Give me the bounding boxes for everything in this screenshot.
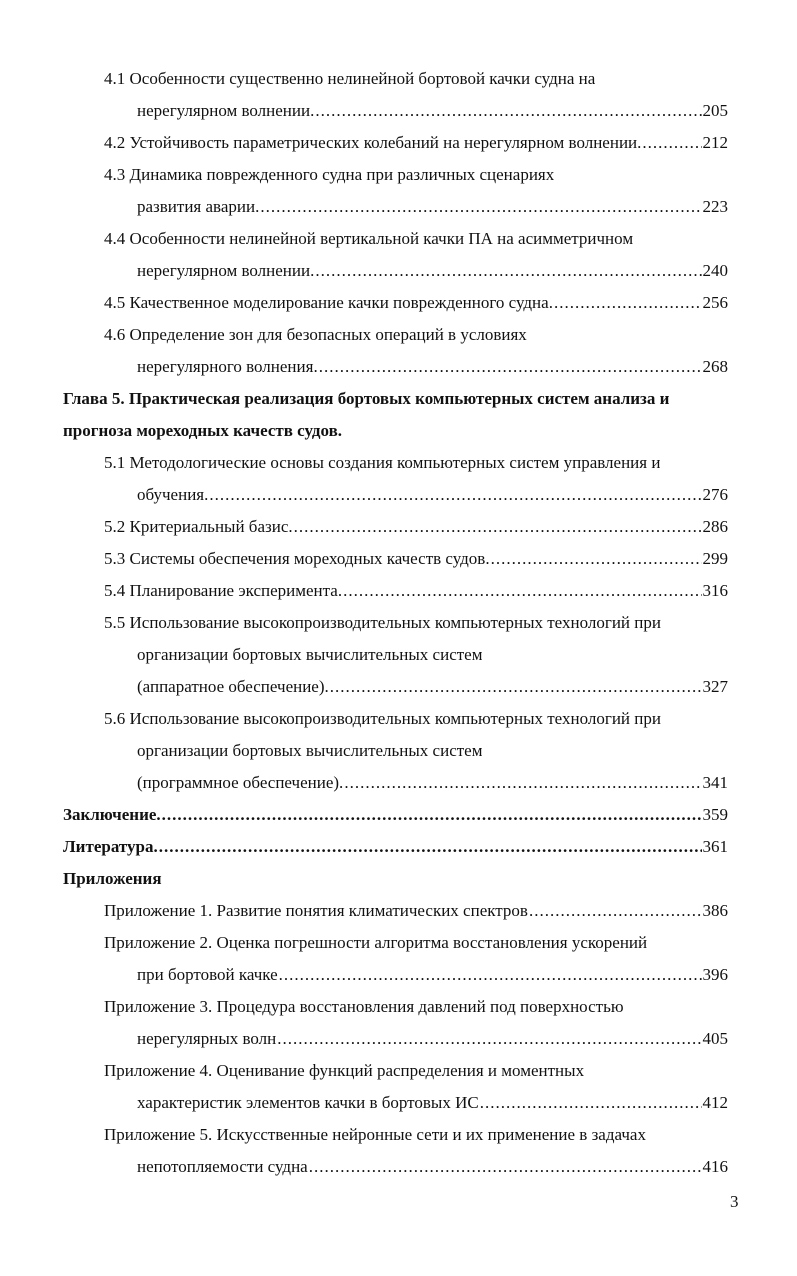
toc-page-number: 276	[702, 485, 728, 504]
toc-entry-4-3-line2	[137, 195, 728, 219]
toc-entry-5-1-line2	[137, 483, 728, 507]
toc-appendix-3-line1: Приложение 3. Процедура восстановления давлений под поверхностью	[104, 997, 624, 1016]
dot-leader	[330, 675, 702, 699]
toc-entry-text: 5.2 Критериальный базис.	[104, 517, 293, 536]
toc-page-number: 316	[702, 581, 728, 600]
dot-leader	[294, 515, 702, 539]
toc-entry-4-6-line2	[137, 355, 728, 379]
dot-leader	[260, 195, 701, 219]
toc-entry-5-5-line3	[137, 675, 728, 699]
toc-entry-text: 5.4 Планирование эксперимента.	[104, 581, 343, 600]
toc-entry-5-2	[104, 515, 728, 539]
toc-appendix-2-line2	[137, 963, 728, 987]
toc-page-number: 286	[702, 517, 728, 536]
toc-entry-4-5	[104, 291, 728, 315]
toc-entry-5-1-line1: 5.1 Методологические основы создания компьютерных систем управления и	[104, 453, 661, 472]
toc-entry-4-4-line2	[137, 259, 728, 283]
toc-page-number: 212	[702, 133, 728, 152]
dot-leader	[315, 259, 701, 283]
dot-leader	[279, 963, 702, 987]
toc-entry-text: развития аварии.	[137, 197, 260, 216]
toc-entry-4-1-line1: 4.1 Особенности существенно нелинейной бортовой качки судна на	[104, 69, 596, 88]
page-number: 3	[730, 1192, 739, 1211]
toc-entry-5-3	[104, 547, 728, 571]
toc-entry-text: (аппаратное обеспечение).	[137, 677, 329, 696]
toc-entry-text: нерегулярного волнения.	[137, 357, 318, 376]
toc-appendix-3-line2	[137, 1027, 728, 1051]
toc-page-number: 223	[702, 197, 728, 216]
toc-page-number: 405	[702, 1029, 728, 1048]
toc-page-number: 386	[702, 901, 728, 920]
dot-leader	[162, 803, 702, 827]
toc-entry-text: 5.3 Системы обеспечения мореходных качеств судов.	[104, 549, 490, 568]
toc-page-number: 359	[702, 805, 728, 824]
toc-page-number: 268	[702, 357, 728, 376]
dot-leader	[491, 547, 702, 571]
dot-leader	[319, 355, 702, 379]
toc-appendix-2-line1: Приложение 2. Оценка погрешности алгоритма восстановления ускорений	[104, 933, 648, 952]
toc-entry-text: Приложение 1. Развитие понятия климатических спектров	[104, 901, 528, 920]
toc-entry-text: нерегулярных волн	[137, 1029, 277, 1048]
dot-leader	[343, 579, 701, 603]
toc-page-number: 327	[702, 677, 728, 696]
toc-page-number: 416	[702, 1157, 728, 1176]
dot-leader	[642, 131, 701, 155]
dot-leader	[554, 291, 702, 315]
toc-entry-text: Литература.	[63, 837, 158, 856]
dot-leader	[277, 1027, 701, 1051]
toc-entry-5-6-line2: организации бортовых вычислительных систем	[137, 741, 483, 760]
toc-entry-text: 4.2 Устойчивость параметрических колебаний на нерегулярном волнении.	[104, 133, 642, 152]
toc-conclusion	[63, 803, 728, 827]
toc-page-number: 412	[702, 1093, 728, 1112]
toc-entry-4-1-line2	[137, 99, 728, 123]
dot-leader	[309, 1155, 702, 1179]
toc-page-number: 299	[702, 549, 728, 568]
toc-chapter-5-line2: прогноза мореходных качеств судов.	[63, 421, 343, 440]
toc-appendices-heading: Приложения	[63, 869, 162, 888]
toc-entry-5-6-line1: 5.6 Использование высокопроизводительных компьютерных технологий при	[104, 709, 661, 728]
toc-appendix-5-line2	[137, 1155, 728, 1179]
toc-page-number: 361	[702, 837, 728, 856]
toc-entry-4-4-line1: 4.4 Особенности нелинейной вертикальной качки ПА на асимметричном	[104, 229, 634, 248]
toc-entry-5-5-line1: 5.5 Использование высокопроизводительных компьютерных технологий при	[104, 613, 661, 632]
dot-leader	[159, 835, 702, 859]
toc-entry-5-4	[104, 579, 728, 603]
toc-appendix-4-line2	[137, 1091, 728, 1115]
toc-page-number: 341	[702, 773, 728, 792]
dot-leader	[529, 899, 702, 923]
toc-entry-text: (программное обеспечение).	[137, 773, 344, 792]
toc-entry-4-6-line1: 4.6 Определение зон для безопасных операций в условиях	[104, 325, 527, 344]
toc-entry-4-2	[104, 131, 728, 155]
toc-appendix-1	[104, 899, 728, 923]
toc-entry-5-5-line2: организации бортовых вычислительных систем	[137, 645, 483, 664]
toc-entry-text: нерегулярном волнении.	[137, 101, 315, 120]
toc-appendix-4-line1: Приложение 4. Оценивание функций распределения и моментных	[104, 1061, 585, 1080]
toc-entry-5-6-line3	[137, 771, 728, 795]
toc-page-number: 240	[702, 261, 728, 280]
toc-entry-4-3-line1: 4.3 Динамика поврежденного судна при различных сценариях	[104, 165, 555, 184]
toc-appendix-5-line1: Приложение 5. Искусственные нейронные сети и их применение в задачах	[104, 1125, 646, 1144]
toc-page-number: 256	[702, 293, 728, 312]
toc-chapter-5-line1: Глава 5. Практическая реализация бортовых компьютерных систем анализа и	[63, 389, 670, 408]
toc-entry-text: 4.5 Качественное моделирование качки поврежденного судна.	[104, 293, 553, 312]
toc-entry-text: Заключение.	[63, 805, 161, 824]
dot-leader	[480, 1091, 702, 1115]
toc-entry-text: обучения.	[137, 485, 209, 504]
toc-references	[63, 835, 728, 859]
toc-page-number: 205	[702, 101, 728, 120]
toc-entry-text: нерегулярном волнении.	[137, 261, 315, 280]
toc-page-number: 396	[702, 965, 728, 984]
dot-leader	[209, 483, 701, 507]
toc-entry-text: при бортовой качке	[137, 965, 278, 984]
toc-entry-text: непотопляемости судна	[137, 1157, 308, 1176]
dot-leader	[315, 99, 701, 123]
toc-entry-text: характеристик элементов качки в бортовых ИС	[137, 1093, 479, 1112]
dot-leader	[344, 771, 701, 795]
